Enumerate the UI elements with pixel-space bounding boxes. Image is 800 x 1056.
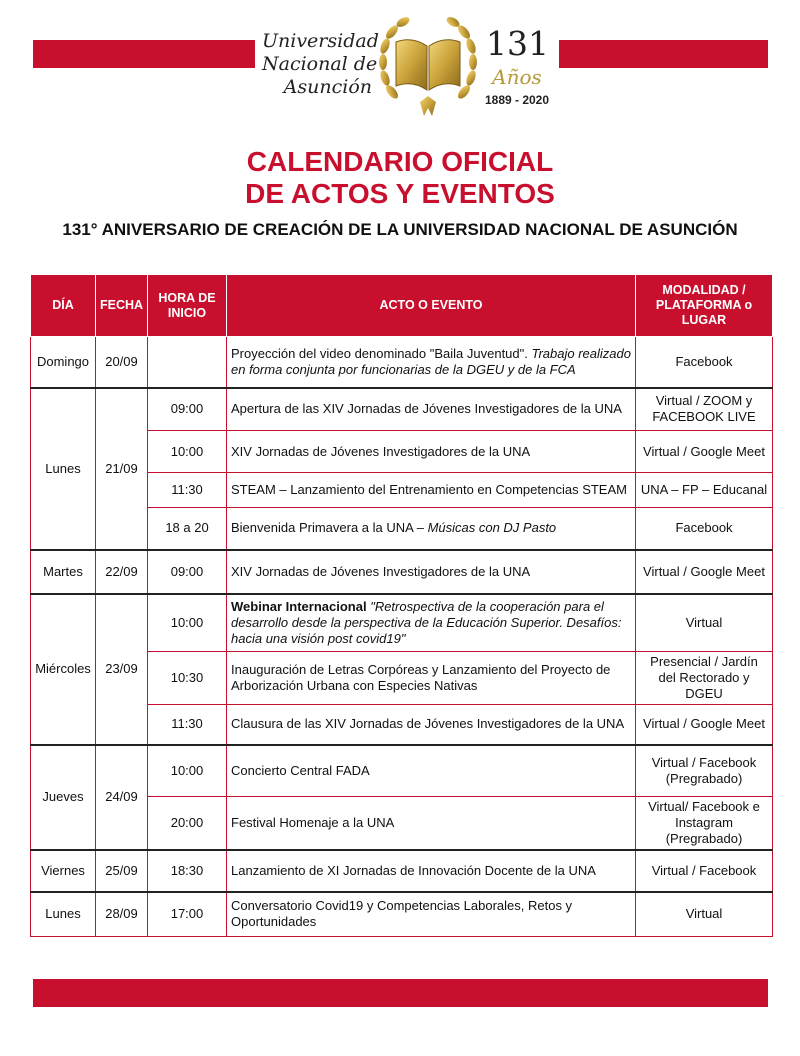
page-subtitle: 131° ANIVERSARIO DE CREACIÓN DE LA UNIVERSIDAD NACIONAL DE ASUNCIÓN — [62, 220, 738, 239]
time-cell: 10:00 — [148, 431, 227, 473]
university-name-line-3: Asunción — [283, 76, 372, 98]
time-cell: 10:00 — [148, 594, 227, 652]
event-text-bold: Webinar Internacional — [231, 598, 367, 614]
header-dia: DÍA — [31, 275, 96, 337]
date-cell: 25/09 — [96, 850, 148, 892]
event-cell: Concierto Central FADA — [227, 745, 636, 797]
header-modalidad: MODALIDAD / PLATAFORMA o LUGAR — [636, 275, 773, 337]
event-text-italic: Trabajo realizado en forma conjunta por funcionarias de la DGEU y de la FCA — [231, 345, 631, 377]
table-row — [31, 550, 773, 594]
date-cell: 22/09 — [96, 550, 148, 594]
event-cell: Lanzamiento de XI Jornadas de Innovación Docente de la UNA — [227, 850, 636, 892]
events-calendar-table — [30, 274, 773, 937]
platform-cell: Virtual — [636, 594, 773, 652]
date-cell: 23/09 — [96, 594, 148, 745]
day-cell: Viernes — [31, 850, 96, 892]
day-cell: Lunes — [31, 892, 96, 936]
anniversary-years-number: 131 — [486, 24, 549, 63]
date-cell: 20/09 — [96, 337, 148, 388]
platform-cell: Virtual / Facebook — [636, 850, 773, 892]
event-cell: XIV Jornadas de Jóvenes Investigadores de la UNA — [227, 431, 636, 473]
date-cell: 28/09 — [96, 892, 148, 936]
event-cell — [227, 594, 636, 652]
platform-cell: Virtual / Google Meet — [636, 550, 773, 594]
table-row — [31, 388, 773, 431]
platform-cell: Virtual / Google Meet — [636, 431, 773, 473]
date-cell: 24/09 — [96, 745, 148, 851]
time-cell: 18:30 — [148, 850, 227, 892]
table-row — [31, 337, 773, 388]
platform-cell: Virtual — [636, 892, 773, 936]
table-row — [31, 745, 773, 797]
time-cell: 10:00 — [148, 745, 227, 797]
day-cell: Miércoles — [31, 594, 96, 745]
event-cell: Clausura de las XIV Jornadas de Jóvenes Investigadores de la UNA — [227, 705, 636, 745]
top-right-red-bar — [559, 40, 768, 68]
date-cell: 21/09 — [96, 388, 148, 550]
page-title-line-1: CALENDARIO OFICIAL — [246, 146, 554, 177]
time-cell: 20:00 — [148, 797, 227, 851]
top-left-red-bar — [33, 40, 255, 68]
anniversary-years-word: Años — [492, 65, 542, 89]
table-row — [31, 594, 773, 652]
header-acto: ACTO O EVENTO — [227, 275, 636, 337]
day-cell: Domingo — [31, 337, 96, 388]
platform-cell: Virtual / Facebook (Pregrabado) — [636, 745, 773, 797]
event-cell — [227, 508, 636, 550]
time-cell: 11:30 — [148, 473, 227, 508]
event-text: Proyección del video denominado "Baila Juventud". — [231, 345, 528, 361]
day-cell: Martes — [31, 550, 96, 594]
event-cell: XIV Jornadas de Jóvenes Investigadores de la UNA — [227, 550, 636, 594]
open-book-laurel-emblem-icon — [376, 12, 480, 120]
platform-cell: Facebook — [636, 337, 773, 388]
platform-cell: Facebook — [636, 508, 773, 550]
time-cell: 10:30 — [148, 652, 227, 705]
event-cell — [227, 337, 636, 388]
university-name-line-2: Nacional de — [262, 53, 378, 75]
university-name — [262, 30, 379, 99]
anniversary-year-range: 1889 - 2020 — [484, 93, 550, 107]
event-cell: Conversatorio Covid19 y Competencias Laborales, Retos y Oportunidades — [227, 892, 636, 936]
time-cell: 09:00 — [148, 550, 227, 594]
platform-cell: Virtual / ZOOM y FACEBOOK LIVE — [636, 388, 773, 431]
event-cell: Inauguración de Letras Corpóreas y Lanzamiento del Proyecto de Arborización Urbana con Especies Nativas — [227, 652, 636, 705]
table-row — [31, 892, 773, 936]
time-cell: 09:00 — [148, 388, 227, 431]
table-header-row — [31, 275, 773, 337]
time-cell: 18 a 20 — [148, 508, 227, 550]
event-text-italic: Músicas con DJ Pasto — [427, 520, 557, 536]
day-cell: Lunes — [31, 388, 96, 550]
header-fecha: FECHA — [96, 275, 148, 337]
table-row — [31, 850, 773, 892]
event-text: Bienvenida Primavera a la UNA – — [231, 520, 424, 536]
time-cell: 11:30 — [148, 705, 227, 745]
platform-cell: Virtual / Google Meet — [636, 705, 773, 745]
time-cell — [148, 337, 227, 388]
event-cell: Festival Homenaje a la UNA — [227, 797, 636, 851]
bottom-red-bar — [33, 979, 768, 1007]
platform-cell: Presencial / Jardín del Rectorado y DGEU — [636, 652, 773, 705]
day-cell: Jueves — [31, 745, 96, 851]
page-title-line-2: DE ACTOS Y EVENTOS — [245, 178, 555, 209]
time-cell: 17:00 — [148, 892, 227, 936]
event-cell: STEAM – Lanzamiento del Entrenamiento en Competencias STEAM — [227, 473, 636, 508]
platform-cell: Virtual/ Facebook e Instagram (Pregrabado) — [636, 797, 773, 851]
university-name-line-1: Universidad — [262, 30, 379, 52]
platform-cell: UNA – FP – Educanal — [636, 473, 773, 508]
event-cell: Apertura de las XIV Jornadas de Jóvenes Investigadores de la UNA — [227, 388, 636, 431]
event-text-italic: "Retrospectiva de la cooperación para el desarrollo desde la perspectiva de la Educación Superior. Desafíos: hacia una visión post covid19" — [231, 598, 622, 646]
header-hora: HORA DE INICIO — [148, 275, 227, 337]
